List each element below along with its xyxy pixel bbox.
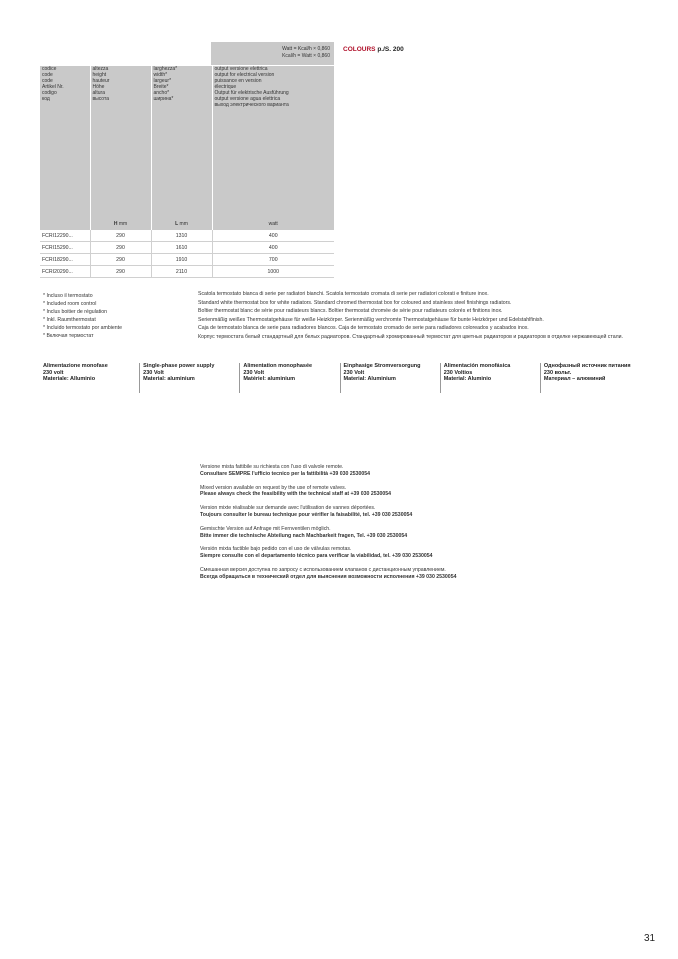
conversion-line-2: Kcal/h = Watt × 0,860	[282, 53, 330, 59]
power-supply-es: Alimentación monofásica 230 Voltios Material: Aluminio	[440, 363, 540, 393]
power-supply-de: Einphasige Stromversorgung 230 Volt Material: Aluminium	[340, 363, 440, 393]
thermostat-included-notes: * Incluso il termostato * Included room control * Inclus boitier de régulation * Inkl. Raumthermostat * Incluido termostato por ambiente * Включая термостат	[43, 293, 123, 339]
spec-header-row	[40, 66, 334, 218]
colours-page-ref: p./S. 200	[377, 46, 404, 53]
power-supply-row	[40, 363, 640, 393]
remote-note-it: Versione mista fattibile su richiesta con l'uso di valvole remote. Consultare SEMPRE l'ufficio tecnico per la fattibilità +39 030 2530054	[200, 464, 371, 477]
header-width: larghezza* width* largeur* Breite* ancho* ширина*	[151, 66, 212, 218]
colours-reference	[343, 46, 404, 53]
table-row: FCRI15290... 290 1610 400	[40, 242, 334, 254]
conversion-box	[211, 42, 334, 65]
table-row: FCRI18290... 290 1910 700	[40, 254, 334, 266]
remote-valve-notes	[200, 464, 520, 588]
unit-height: H mm	[90, 218, 151, 230]
spec-table	[40, 66, 334, 278]
unit-watt: watt	[212, 218, 334, 230]
spec-unit-row	[40, 218, 334, 230]
remote-note-de: Gemischte Version auf Anfrage mit Fernventilen möglich. Bitte immer die technische Abteilung nach Machbarkeit fragen, Tel. +39 030 2530054	[200, 525, 408, 539]
remote-note-es: Versión mixta factible bajo pedido con el uso de válvulas remotas. Siempre consulte con el departamento técnico para verificar la viabilidad, tel. +39 030 2530054	[200, 546, 433, 560]
header-output: output versione elettrica output for electrical version puissance en version électrique Output für elektrische Ausführung output versione agua elettrica выход электрического варианта	[212, 66, 334, 218]
unit-code	[40, 218, 90, 230]
remote-note-en: Mixed version available on request by the use of remote valves. Please always check the feasibility with the technical staff at +39 030 2530054	[200, 484, 392, 498]
header-code: codice code code Artikel Nr. codigo код	[40, 66, 90, 218]
table-row: FCRI12290... 290 1310 400	[40, 230, 334, 242]
thermostat-box-notes: Scatola termostato bianca di serie per radiatori bianchi. Scatola termostato cromata di serie per radiatori colorati e finiture inox. Standard white thermostat box for white radiators. Standard chromed thermostat box for coloured and stainless steel finishings radiators. Boîtier thermostat blanc de série pour radiateurs blancs. Boîtier thermostat chromée de série pour radiateurs colorés et finitions inox. Serienmäßig weißes Thermostatgehäuse für weiße Heizkörper. Serienmäßig verchromte Thermostatgehäuse für bunte Heizkörper und Edelstahlfinish. Caja de termostato blanca de serie para radiadores blancos. Caja de termostato cromado de serie para radiadores coloreados y acabados inox. Корпус термостата белый стандартный для белых радиаторов. Стандартный хромированный термостат для цветных радиаторов и радиаторов в отделке нержавеющей стали.	[198, 291, 623, 340]
unit-width: L mm	[151, 218, 212, 230]
power-supply-it: Alimentazione monofase 230 volt Materiale: Alluminio	[43, 363, 108, 382]
remote-note-ru: Смешанная версия доступна по запросу с использованием клапанов с дистанционным управлением. Всегда обращаться в технический отдел для выяснения возможности исполнения +39 030 2530054	[200, 566, 457, 580]
power-supply-ru: Однофазный источник питания 230 вольт. Материал – алюминий	[540, 363, 640, 393]
remote-note-fr: Version mixte réalisable sur demande avec l'utilisation de vannes déportées. Toujours consulter le bureau technique pour vérifier la faisabilité, tel. +39 030 2530054	[200, 505, 413, 518]
page-number: 31	[644, 933, 656, 944]
header-height: altezza height hauteur Höhe altura высота	[90, 66, 151, 218]
power-supply-en: Single-phase power supply 230 Volt Material: aluminium	[139, 363, 239, 393]
table-row: FCRI20290... 290 2110 1000	[40, 266, 334, 278]
colours-label: COLOURS	[343, 46, 376, 53]
conversion-line-1: Watt = Kcal/h × 0,860	[282, 46, 330, 52]
power-supply-fr: Alimentation monophasée 230 Volt Matériel: aluminium	[239, 363, 339, 393]
